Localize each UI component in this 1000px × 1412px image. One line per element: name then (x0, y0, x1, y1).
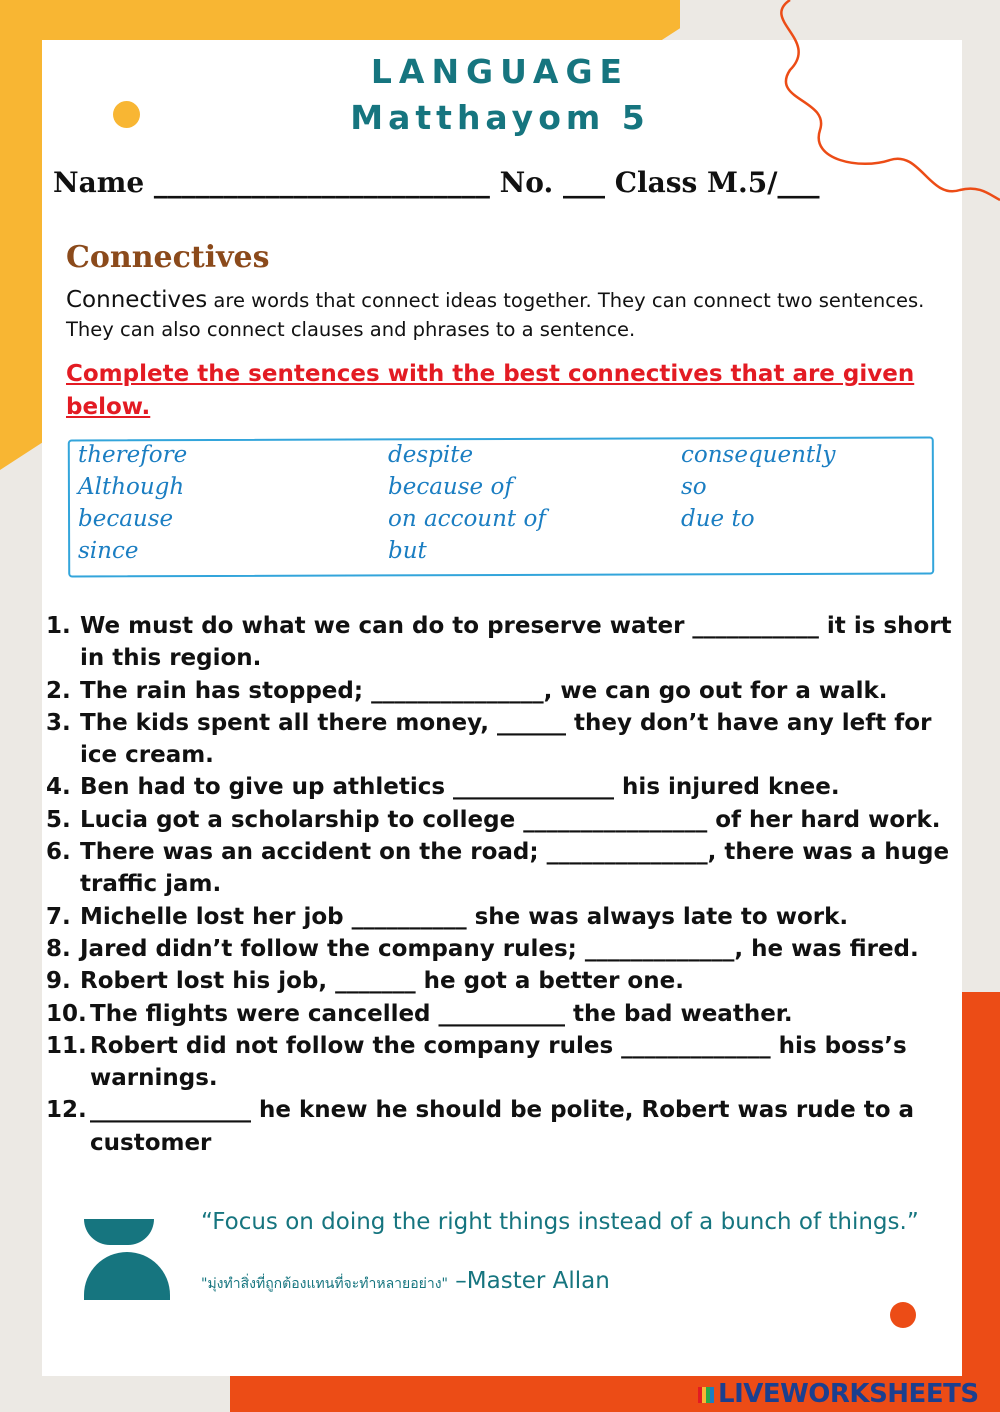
quote-attribution (201, 1268, 610, 1295)
question-number: 8. (46, 935, 71, 962)
quote-text: “Focus on doing the right things instead of a bunch of things.” (201, 1209, 919, 1235)
question-item (46, 675, 966, 707)
question-text[interactable]: ______________ he knew he should be polite, Robert was rude to a customer (90, 1097, 915, 1156)
word-bank-item: so (681, 474, 707, 500)
page-title: LANGUAGE (370, 52, 630, 91)
question-item (46, 998, 966, 1030)
question-number: 3. (46, 709, 71, 736)
question-number: 5. (46, 806, 71, 833)
question-item (46, 610, 966, 675)
word-bank-item: consequently (681, 442, 836, 468)
question-text[interactable]: The kids spent all there money, ______ they don’t have any left for ice cream. (80, 709, 932, 769)
orange-dot (890, 1302, 916, 1328)
name-class-line[interactable]: Name ________________________ No. ___ Class M.5/___ (53, 166, 820, 199)
question-text[interactable]: The flights were cancelled ___________ the bad weather. (90, 1000, 793, 1027)
question-text[interactable]: Michelle lost her job __________ she was always late to work. (80, 903, 849, 930)
intro-text: are words that connect ideas together. They can connect two sentences. They can also connect clauses and phrases to a sentence. (66, 289, 925, 341)
question-number: 9. (46, 968, 71, 995)
question-text[interactable]: Robert did not follow the company rules _____________ his boss’s warnings. (90, 1032, 907, 1092)
word-bank-item: because of (388, 474, 513, 500)
brand-text: LIVEWORKSHEETS (718, 1379, 979, 1409)
liveworksheets-icon (698, 1387, 714, 1403)
question-number: 12. (46, 1097, 87, 1124)
intro-paragraph (66, 286, 951, 344)
question-item (46, 965, 966, 997)
question-number: 4. (46, 774, 71, 801)
question-text[interactable]: There was an accident on the road; ______________, there was a huge traffic jam. (80, 839, 950, 898)
question-item (46, 804, 966, 836)
question-number: 6. (46, 839, 71, 866)
question-item (46, 836, 966, 901)
word-bank-item: on account of (388, 506, 546, 532)
question-text[interactable]: Robert lost his job, _______ he got a better one. (80, 968, 684, 995)
question-number: 11. (46, 1032, 87, 1059)
question-item (46, 771, 966, 803)
question-item (46, 933, 966, 965)
question-number: 1. (46, 613, 71, 639)
question-list (46, 610, 966, 1159)
instruction-text: Complete the sentences with the best connectives that are given below. (66, 361, 915, 420)
word-bank-item: despite (388, 442, 474, 468)
quote-author: –Master Allan (447, 1268, 610, 1294)
question-item (46, 1030, 966, 1095)
word-bank-item: due to (681, 506, 755, 532)
question-text[interactable]: Jared didn’t follow the company rules; _____________, he was fired. (80, 935, 919, 962)
question-item (46, 707, 966, 772)
question-item (46, 1094, 966, 1159)
question-number: 10. (46, 1000, 87, 1027)
word-bank-item: therefore (78, 442, 188, 468)
word-bank-item: since (78, 538, 139, 564)
question-text[interactable]: The rain has stopped; _______________, we can go out for a walk. (80, 677, 888, 704)
question-text[interactable]: Lucia got a scholarship to college ________________ of her hard work. (80, 806, 941, 833)
thai-quote: "มุ่งทำสิ่งที่ถูกต้องแทนที่จะทำหลายอย่าง" (201, 1276, 448, 1292)
question-number: 2. (46, 677, 71, 704)
intro-term: Connectives (66, 287, 208, 313)
page-subtitle: Matthayom 5 (350, 98, 650, 137)
word-bank-item: Although (78, 474, 185, 500)
word-bank-item: but (388, 538, 427, 564)
question-text[interactable]: Ben had to give up athletics ______________ his injured knee. (80, 774, 840, 801)
section-heading: Connectives (66, 240, 270, 275)
question-item (46, 901, 966, 933)
word-bank-item: because (78, 506, 174, 532)
liveworksheets-logo[interactable] (698, 1379, 979, 1409)
question-number: 7. (46, 903, 71, 930)
question-text[interactable]: We must do what we can do to preserve water ___________ it is short in this region. (80, 613, 952, 672)
